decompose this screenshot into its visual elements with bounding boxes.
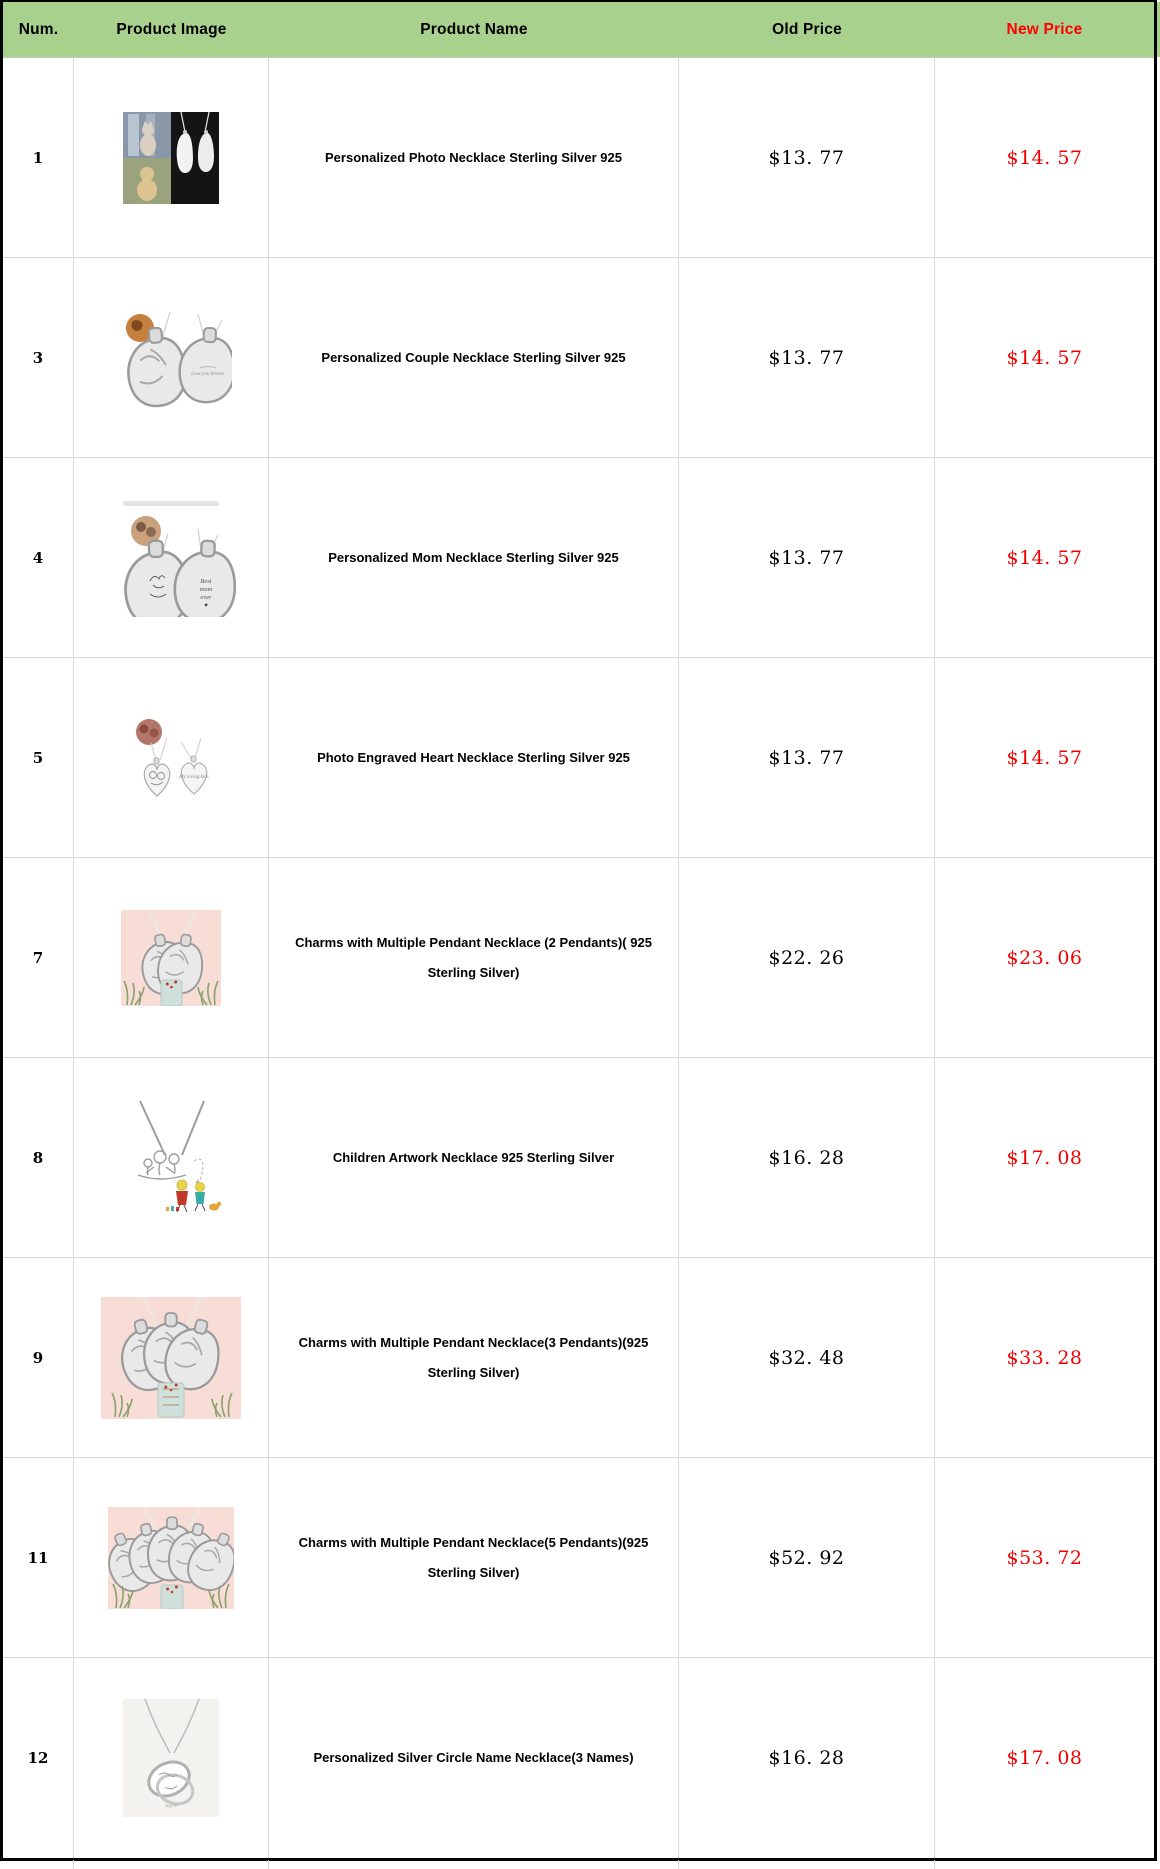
new-price: $23. 06 (935, 858, 1154, 1058)
new-price: $53. 72 (935, 1458, 1154, 1658)
row-num: 8 (3, 1058, 74, 1258)
svg-text:Joyce: Joyce (164, 1803, 178, 1809)
row-num: 12 (3, 1658, 74, 1858)
old-price: $13. 77 (679, 458, 935, 658)
old-price: $52. 92 (679, 1458, 935, 1658)
product-name: Charms with Multiple Pendant Necklace(3 Pendants)(925 Sterling Silver) (269, 1258, 679, 1458)
row-num: 3 (3, 258, 74, 458)
header-product-image: Product Image (116, 20, 227, 38)
svg-text:My loving kids: My loving kids (179, 774, 209, 780)
table-row (3, 858, 1154, 1058)
new-price: $33. 28 (935, 1258, 1154, 1458)
new-price: $17. 08 (1006, 1747, 1083, 1769)
product-name: Children Artwork Necklace 925 Sterling Silver (269, 1058, 679, 1258)
table-header-row (3, 2, 1154, 58)
header-num: Num. (18, 20, 59, 38)
circle-name-necklace-image (74, 1658, 269, 1858)
new-price: $14. 57 (935, 658, 1154, 858)
old-price: $13. 77 (679, 658, 935, 858)
svg-text:mom: mom (199, 585, 213, 593)
table-row (3, 658, 1154, 858)
heart-pendants-image (74, 658, 269, 858)
header-old-price: Old Price (772, 20, 842, 38)
mom-pendants-image (74, 458, 269, 658)
row-num: 5 (3, 658, 74, 858)
header-product-name: Product Name (420, 20, 528, 38)
old-price: $16. 28 (679, 1658, 935, 1858)
pink-five-pendants-image (74, 1458, 269, 1658)
product-name: Personalized Silver Circle Name Necklace(3 Names) (269, 1658, 679, 1858)
row-num: 4 (3, 458, 74, 658)
old-price: $22. 26 (679, 858, 935, 1058)
new-price: $14. 57 (935, 58, 1154, 258)
old-price: $13. 77 (679, 258, 935, 458)
table-row (3, 1258, 1154, 1458)
svg-text:Best: Best (200, 577, 212, 585)
product-name: Personalized Mom Necklace Sterling Silver 925 (269, 458, 679, 658)
row-num: 7 (3, 858, 74, 1058)
product-name: Photo Engraved Heart Necklace Sterling Silver 925 (269, 658, 679, 858)
table-row (3, 1658, 1154, 1858)
table-row (3, 58, 1154, 258)
children-artwork-image (74, 1058, 269, 1258)
pink-three-pendants-image (74, 1258, 269, 1458)
product-name: Personalized Photo Necklace Sterling Silver 925 (269, 58, 679, 258)
table-row (3, 1058, 1154, 1258)
couple-pendants-image (74, 258, 269, 458)
next-row-partial (3, 1860, 1154, 1869)
old-price: $32. 48 (679, 1258, 935, 1458)
svg-text:ever: ever (200, 593, 212, 601)
pink-two-pendants-image (74, 858, 269, 1058)
new-price: $14. 57 (935, 458, 1154, 658)
header-new-price: New Price (1006, 20, 1083, 38)
table-body (3, 58, 1154, 1858)
row-num: 1 (3, 58, 74, 258)
product-name: Personalized Couple Necklace Sterling Silver 925 (269, 258, 679, 458)
old-price: $16. 28 (679, 1058, 935, 1258)
new-price: $17. 08 (935, 1058, 1154, 1258)
row-num: 9 (3, 1258, 74, 1458)
pet-photo-collage-image (74, 58, 269, 258)
table-row (3, 458, 1154, 658)
table-row (3, 258, 1154, 458)
old-price: $13. 77 (679, 58, 935, 258)
svg-text:Love you forever: Love you forever (191, 371, 225, 377)
product-name: Charms with Multiple Pendant Necklace (2 Pendants)( 925 Sterling Silver) (269, 858, 679, 1058)
new-price: $14. 57 (935, 258, 1154, 458)
product-name: Charms with Multiple Pendant Necklace(5 Pendants)(925 Sterling Silver) (269, 1458, 679, 1658)
table-row (3, 1458, 1154, 1658)
svg-text:♥: ♥ (204, 602, 208, 609)
row-num: 11 (3, 1458, 74, 1658)
